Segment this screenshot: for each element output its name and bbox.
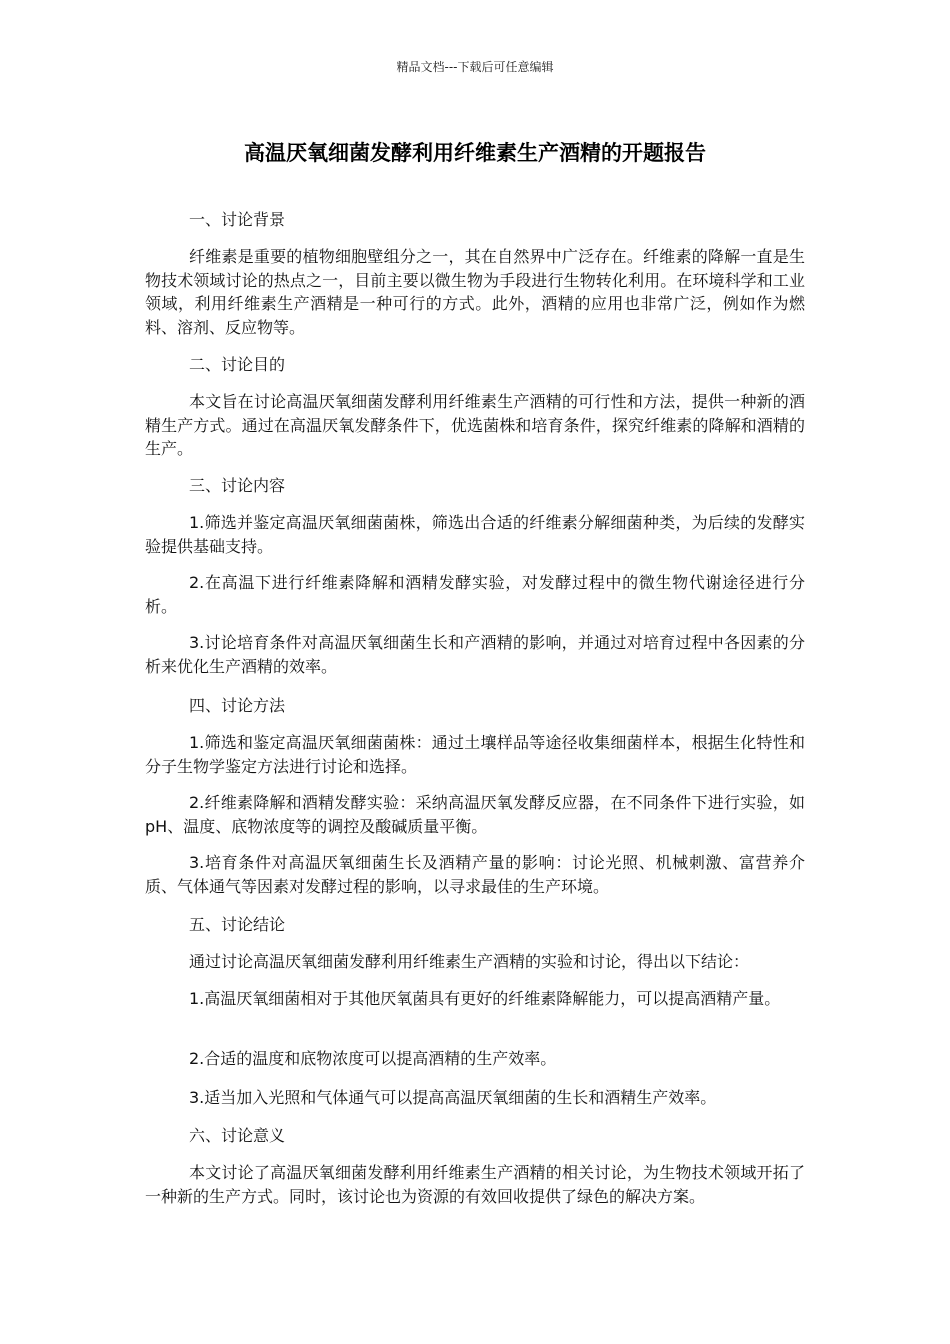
section-heading-content: 三、讨论内容 [189, 476, 286, 495]
section-heading-conclusion: 五、讨论结论 [189, 915, 286, 934]
section-heading-background: 一、讨论背景 [189, 210, 286, 229]
method-item-1: 1.筛选和鉴定高温厌氧细菌菌株：通过土壤样品等途径收集细菌样本，根据生化特性和分子生物学鉴定方法进行讨论和选择。 [145, 733, 805, 776]
background-paragraph: 纤维素是重要的植物细胞壁组分之一，其在自然界中广泛存在。纤维素的降解一直是生物技术领域讨论的热点之一，目前主要以微生物为手段进行生物转化利用。在环境科学和工业领域，利用纤维素生产酒精是一种可行的方式。此外，酒精的应用也非常广泛，例如作为燃料、溶剂、反应物等。 [145, 247, 805, 337]
significance-paragraph: 本文讨论了高温厌氧细菌发酵利用纤维素生产酒精的相关讨论，为生物技术领域开拓了一种新的生产方式。同时，该讨论也为资源的有效回收提供了绿色的解决方案。 [145, 1163, 805, 1206]
section-heading-purpose: 二、讨论目的 [189, 355, 286, 374]
purpose-paragraph: 本文旨在讨论高温厌氧细菌发酵利用纤维素生产酒精的可行性和方法，提供一种新的酒精生产方式。通过在高温厌氧发酵条件下，优选菌株和培育条件，探究纤维素的降解和酒精的生产。 [145, 392, 805, 458]
section-heading-significance: 六、讨论意义 [189, 1126, 286, 1145]
document-title: 高温厌氧细菌发酵利用纤维素生产酒精的开题报告 [244, 141, 706, 165]
method-item-3: 3.培育条件对高温厌氧细菌生长及酒精产量的影响：讨论光照、机械刺激、富营养介质、气体通气等因素对发酵过程的影响，以寻求最佳的生产环境。 [145, 853, 805, 896]
conclusion-item-3: 3.适当加入光照和气体通气可以提高高温厌氧细菌的生长和酒精生产效率。 [189, 1088, 717, 1107]
content-item-1: 1.筛选并鉴定高温厌氧细菌菌株，筛选出合适的纤维素分解细菌种类，为后续的发酵实验提供基础支持。 [145, 513, 805, 556]
conclusion-intro: 通过讨论高温厌氧细菌发酵利用纤维素生产酒精的实验和讨论，得出以下结论： [189, 952, 750, 971]
conclusion-item-1: 1.高温厌氧细菌相对于其他厌氧菌具有更好的纤维素降解能力，可以提高酒精产量。 [189, 989, 781, 1008]
page-header: 精品文档---下载后可任意编辑 [396, 60, 554, 74]
content-item-3: 3.讨论培育条件对高温厌氧细菌生长和产酒精的影响，并通过对培育过程中各因素的分析来优化生产酒精的效率。 [145, 633, 805, 676]
conclusion-item-2: 2.合适的温度和底物浓度可以提高酒精的生产效率。 [189, 1049, 557, 1068]
section-heading-methods: 四、讨论方法 [189, 696, 286, 715]
method-item-2: 2.纤维素降解和酒精发酵实验：采纳高温厌氧发酵反应器，在不同条件下进行实验，如 pH、温度、底物浓度等的调控及酸碱质量平衡。 [145, 793, 805, 836]
content-item-2: 2.在高温下进行纤维素降解和酒精发酵实验，对发酵过程中的微生物代谢途径进行分析。 [145, 573, 805, 616]
